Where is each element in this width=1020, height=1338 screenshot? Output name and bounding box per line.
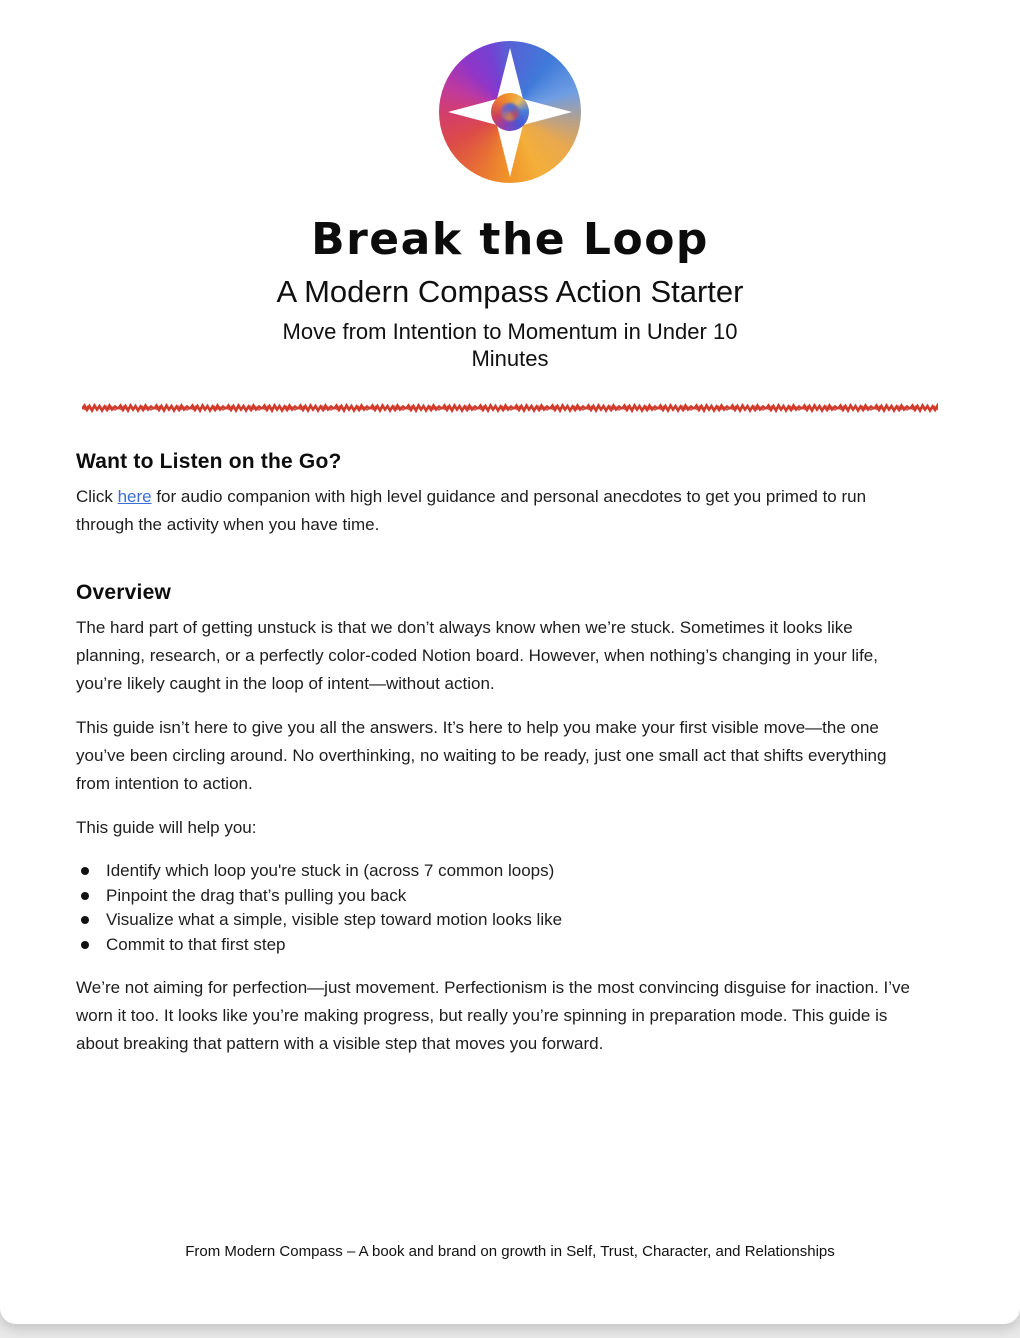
- bullet-icon: [81, 916, 89, 924]
- list-item-label: Visualize what a simple, visible step toward motion looks like: [106, 910, 563, 929]
- listen-text-before-link: Click: [76, 487, 118, 506]
- bullet-icon: [81, 892, 89, 900]
- list-item-label: Pinpoint the drag that’s pulling you back: [106, 885, 407, 905]
- modern-compass-logo: [439, 41, 581, 183]
- bullet-icon: [81, 941, 89, 949]
- page-tagline: Move from Intention to Momentum in Under 10 Minutes: [282, 319, 738, 371]
- list-item: [76, 908, 922, 933]
- benefits-list: [76, 859, 922, 957]
- list-item: [76, 859, 922, 884]
- list-item-label: Commit to that first step: [106, 934, 286, 954]
- overview-closing-paragraph: We’re not aiming for perfection—just movement. Perfectionism is the most convincing disguise for inaction. I’ve worn it too. It looks like you’re making progress, but really you’re spinning in preparation mode. This guide is about breaking that pattern with a visible step that moves you forward.: [76, 978, 910, 1053]
- page-subtitle: A Modern Compass Action Starter: [276, 274, 744, 309]
- audio-companion-link[interactable]: here: [117, 487, 152, 506]
- document-body: [0, 450, 1020, 1058]
- compass-swirl-icon: [491, 93, 529, 131]
- listen-heading: Want to Listen on the Go?: [76, 450, 342, 473]
- listen-text-after-link: for audio companion with high level guidance and personal anecdotes to get you primed to run through the activity when you have time.: [76, 487, 867, 534]
- list-item-label: Identify which loop you're stuck in (across 7 common loops): [106, 861, 555, 880]
- overview-paragraph-2: This guide isn’t here to give you all the answers. It’s here to help you make your first visible move—the one you’ve been circling around. No overthinking, no waiting to be ready, just one small act that shifts everything from intention to action.: [76, 718, 887, 793]
- overview-section: [76, 581, 922, 1058]
- footer-note: From Modern Compass – A book and brand on growth in Self, Trust, Character, and Relationships: [185, 1243, 835, 1260]
- title-block: [0, 215, 1020, 372]
- bullet-icon: [81, 867, 89, 875]
- scribble-divider: [82, 403, 938, 413]
- list-item: [76, 933, 922, 958]
- overview-lead: This guide will help you:: [76, 818, 257, 837]
- listen-paragraph: [76, 483, 922, 539]
- overview-heading: Overview: [76, 581, 171, 604]
- listen-section: [76, 450, 922, 539]
- overview-paragraph-1: The hard part of getting unstuck is that we don’t always know when we’re stuck. Sometimes it looks like planning, research, or a perfectly color-coded Notion board. However, when nothing’s changing in your life, you’re likely caught in the loop of intent—without action.: [76, 618, 878, 693]
- page-title: Break the Loop: [311, 214, 709, 265]
- list-item: [76, 884, 922, 909]
